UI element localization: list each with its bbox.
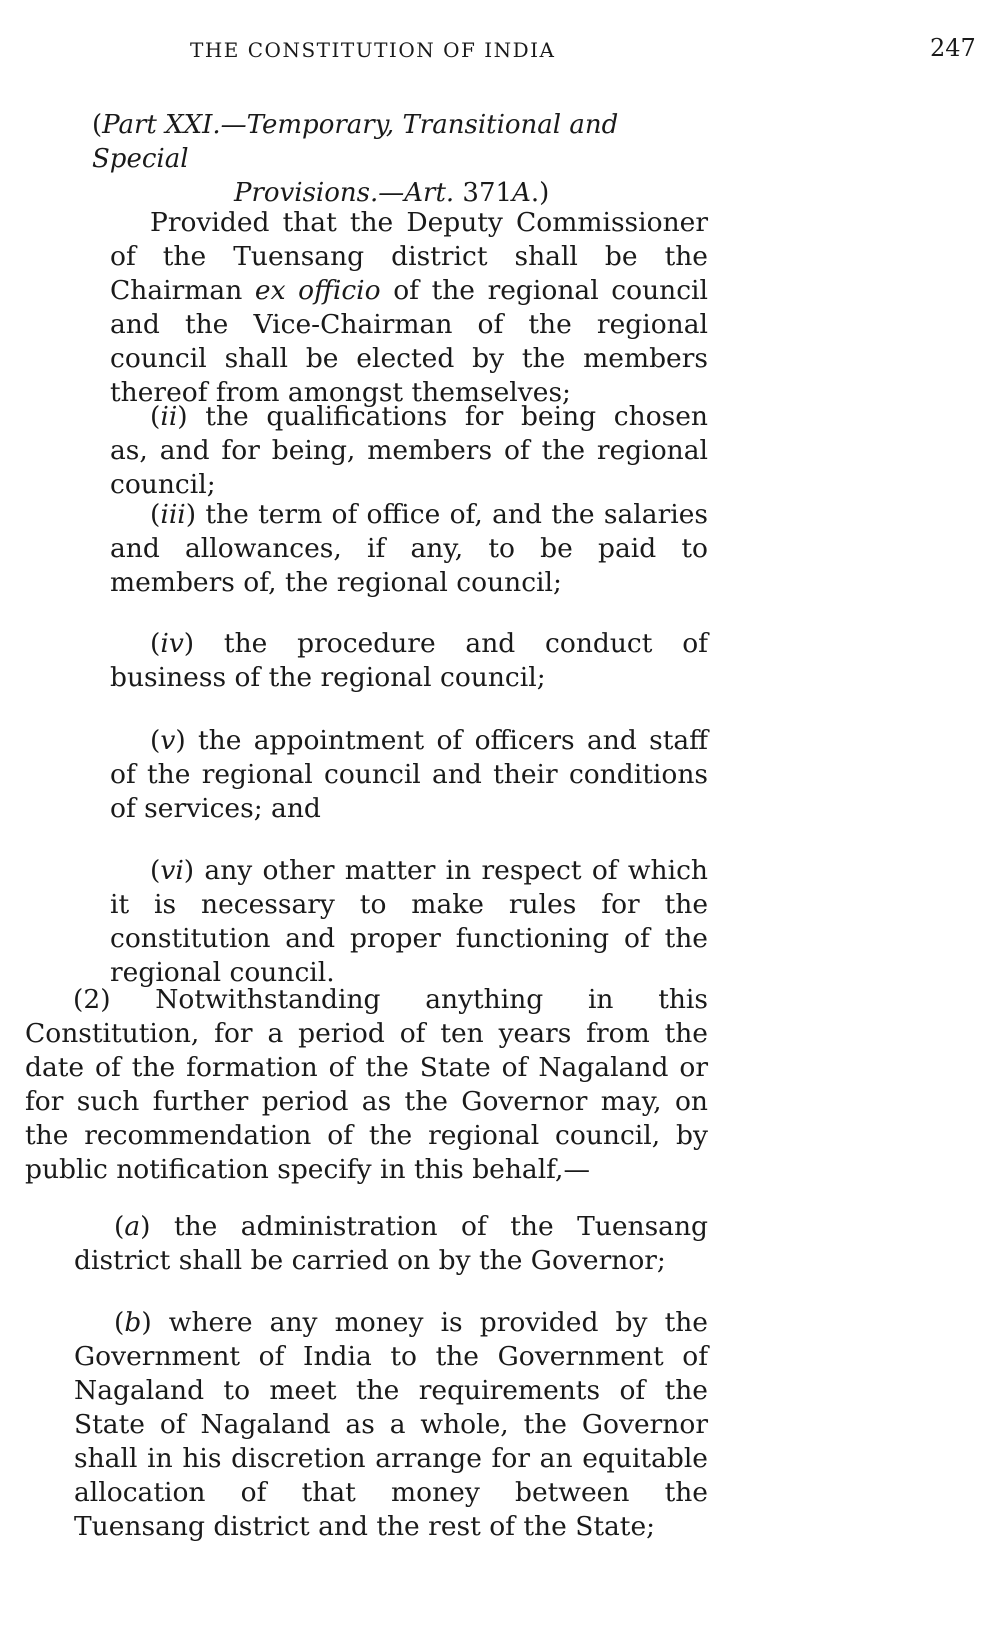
subclause-b: (b) where any money is provided by the Government of India to the Government of Nagaland to meet the requirements of the State of Nagaland as a whole, the Governor shall in his discretion arrange for an equitable allocation of that money between the Tuensang district and the rest of the State; — [74, 1307, 708, 1542]
item-iv: (iv) the procedure and conduct of business of the regional council; — [110, 628, 708, 693]
item-v: (v) the appointment of officers and staff of the regional council and their conditions of services; and — [110, 725, 708, 824]
part-heading: (Part XXI.—Temporary, Transitional and Special Provisions.—Art. 371A.) — [92, 110, 619, 208]
clause-2-paragraph: (2) Notwithstanding anything in this Constitution, for a period of ten years from the date of the formation of the State of Nagaland or for such further period as the Governor may, on the recommendation of the regional council, by public notification specify in this behalf,— — [25, 984, 708, 1185]
proviso-paragraph: Provided that the Deputy Commissioner of the Tuensang district shall be the Chairman ex officio of the regional council and the Vice-Chairman of the regional council shall be elected by the members thereof from amongst themselves; — [110, 207, 708, 408]
page-number: 247 — [930, 34, 976, 62]
item-vi: (vi) any other matter in respect of which it is necessary to make rules for the constitution and proper functioning of the regional council. — [110, 855, 708, 988]
item-iii: (iii) the term of office of, and the salaries and allowances, if any, to be paid to members of, the regional council; — [110, 499, 708, 598]
item-ii: (ii) the qualifications for being chosen as, and for being, members of the regional council; — [110, 401, 708, 500]
running-header: THE CONSTITUTION OF INDIA — [190, 38, 556, 62]
subclause-a: (a) the administration of the Tuensang district shall be carried on by the Governor; — [74, 1211, 708, 1276]
